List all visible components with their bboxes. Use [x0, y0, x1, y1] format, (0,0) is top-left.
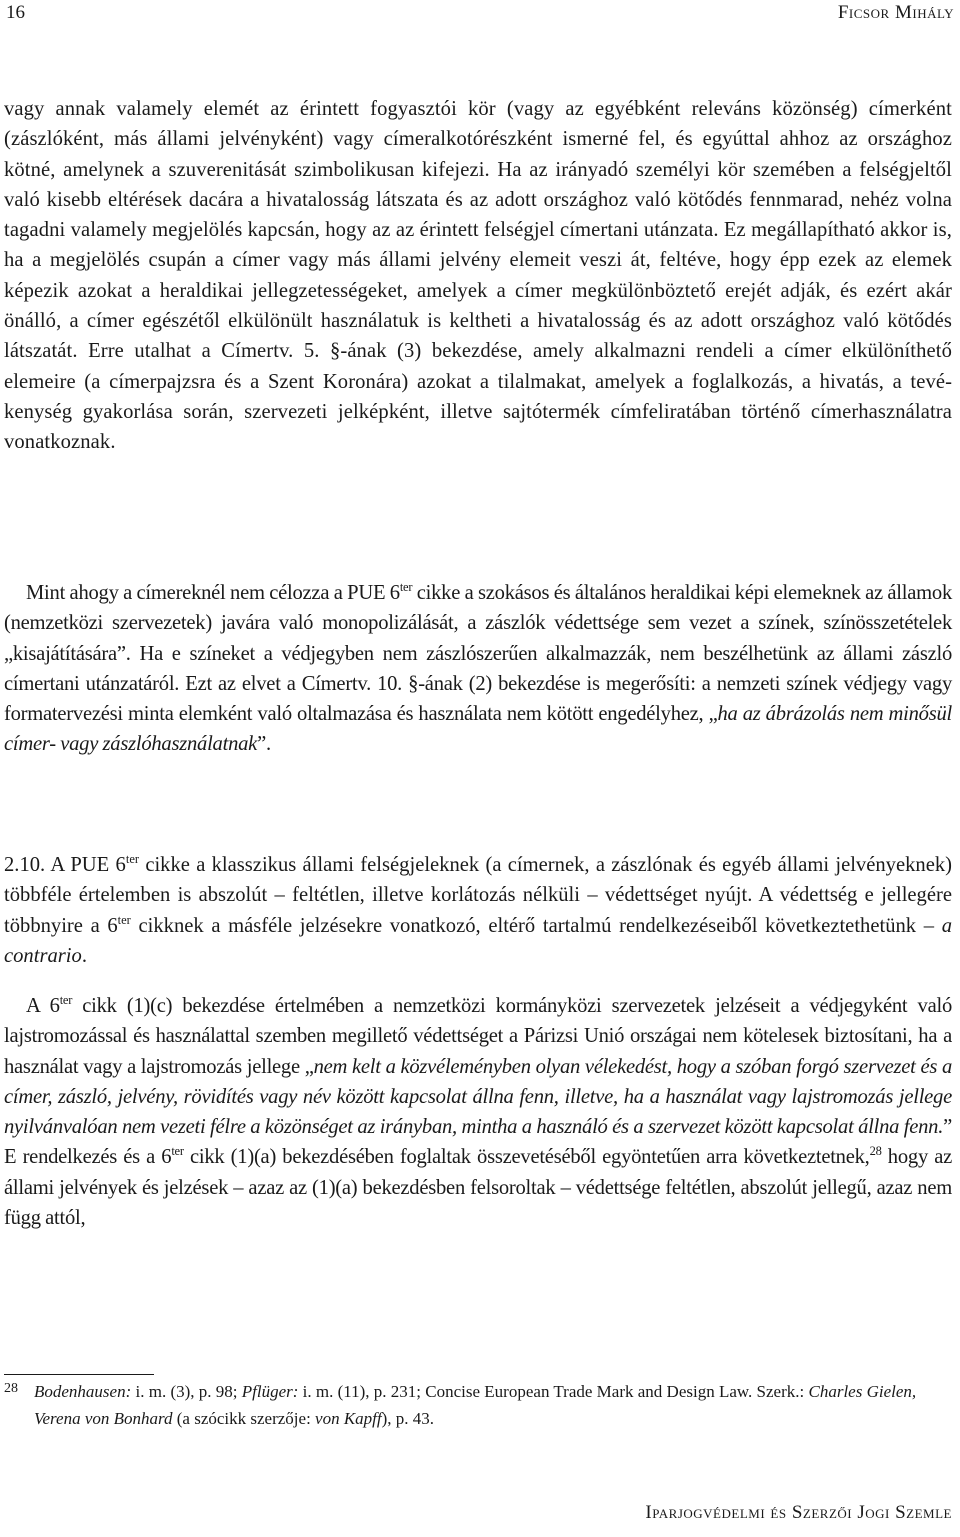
footnote-run: (a szócikk szerzője:: [172, 1409, 316, 1428]
text-run: cikke a szokásos és általános heraldikai képi elemeknek az államok (nemzetközi szervezetek) javára való monopolizálását, a zászlók védettsége sem vezet a színek, színösszetételek „kisajátítására”. Ha e színeket a védjegyben nem zászlószerűen alkalmazzák, nem beszélhetünk az állami zászló címertani utánzatáról. Ezt az elvet a Címertv. 10. §-ának (2) bekezdése is megerősíti: a nemzeti színek védjegy vagy formatervezési minta elemként való oltalmazása és használata nem kötött engedélyhez, „: [4, 582, 952, 726]
superscript: ter: [117, 912, 131, 927]
section-paragraph: [4, 850, 952, 971]
footnote-run: ), p. 43.: [381, 1409, 435, 1428]
text-run: ” E rendelkezés és a 6: [4, 1116, 952, 1169]
italic-phrase: a contrario: [4, 914, 952, 967]
superscript: ter: [59, 993, 73, 1007]
journal-footer: Iparjogvédelmi és Szerzői Jogi Szemle: [645, 1502, 952, 1523]
text-run: A 6: [26, 995, 60, 1017]
paragraph-text: vagy annak valamely elemét az érintett fogyasztói kör (vagy az egyébként releváns közönség) címerként (zászlóként, más állami jelvényként) vagy címeralkotórészként ismerné fel, és egyúttal ahhoz az országhoz kötné, amelynek a szuverenitását szimbolikusan kifejezi. Ha az irányadó személyi kör szemében a felségjeltől való kisebb eltérések dacára a hivatalosság látszata és az adott országhoz való kötődés fennmarad, nehéz volna tagadni valamely megjelölés kapcsán, hogy az az érintett felségjel címertani utánzata. Ez megállapítható akkor is, ha a megjelölés csupán a címer vagy más állami jelvény elemeit veszi át, feltéve, hogy épp ezek az elemek képezik azokat a heraldikai jellegzetességeket, amelyek a címer megkülönböztető erejét adják, és ezért akár önálló, a címer egészétől elkülönült használatuk is keltheti a hivatalosság és az adott országhoz való kötődés látszatát. Erre utalhat a Címertv. 5. §-ának (3) bekezdése, amely alkalmazni rendeli a címer elkülöníthető elemeire (a címerpajzsra és a Szent Koronára) azokat a tilalmakat, amelyek a foglalkozás, a hivatás, a tevékenység gyakorlása során, szervezeti jelképként, illetve sajtótermék címfeliratában történő címerhasználatra vonatkoznak.: [4, 98, 952, 454]
italic-quote: ha az ábrázolás nem minősül címer- vagy zászlóhasználatnak: [4, 703, 952, 756]
footnote-run: i. m. (3), p. 98;: [131, 1382, 242, 1401]
body-paragraph: [4, 578, 952, 760]
footnote-italic: Pflüger:: [241, 1382, 299, 1401]
superscript: ter: [171, 1144, 184, 1159]
page-number: 16: [6, 2, 25, 23]
footnote-reference[interactable]: 28: [869, 1144, 882, 1159]
footnote-text: [34, 1378, 952, 1432]
footnote-divider: [4, 1374, 154, 1375]
text-run: 2.10. A PUE 6: [4, 854, 126, 876]
text-run: ”.: [257, 733, 271, 756]
body-paragraph: [4, 94, 952, 458]
text-run: Mint ahogy a címereknél nem célozza a PUE 6: [26, 582, 400, 604]
footnote-italic: von Kapff: [315, 1409, 382, 1428]
footnote-italic: Bodenhausen:: [34, 1382, 132, 1401]
text-run: hogy az állami jelvények és jelzések – azaz az (1)(a) bekezdésben felsoroltak – védettsége feltétlen, abszolút jellegű, azaz nem függ attól,: [4, 1146, 953, 1230]
body-paragraph: [4, 991, 952, 1233]
text-run: cikk (1)(c) bekezdése értelmében a nemzetközi kormányközi szervezetek jelzéseit a védjegyként való lajstromozással és használattal szemben megillető védettséget a Párizsi Unió országai nem kötelesek biztosítani, ha a használat vagy a lajstromozás jellege „: [4, 995, 952, 1078]
superscript: ter: [125, 852, 140, 866]
footnote-italic: Charles Gielen, Verena von Bonhard: [34, 1382, 917, 1428]
paragraph-text: [4, 578, 952, 760]
text-run: cikke a klasszikus állami felségjeleknek (a címernek, a zászlónak és egyéb állami jelvényeknek) többféle értelemben is abszolút – feltétlen, illetve korlátozás nélküli – védettséget nyújt. A védettség e jellegére többnyire a 6: [4, 854, 952, 937]
text-run: cikk (1)(a) bekezdésében foglaltak összevetéséből egyöntetűen arra következtetnek,: [183, 1146, 870, 1169]
text-run: .: [81, 944, 87, 967]
italic-quote: nem kelt a közvéleményben olyan vélekedést, hogy a szóban forgó szervezet és a címer, zászló, jelvény, rövidítés vagy név között kapcsolat állna fenn, illetve, ha a használat vagy lajstromozás jellege nyilvánvalóan nem vezeti félre a közönséget az irányban, mintha a használó és a szervezet között kapcsolat állna fenn.: [4, 1055, 953, 1139]
paragraph-text: [4, 991, 952, 1233]
text-run: cikknek a másféle jelzésekre vonatkozó, eltérő tartalmú rendelkezéseiből következtethetünk –: [130, 914, 942, 937]
footnote-marker: 28: [4, 1381, 18, 1396]
footnote: [4, 1378, 952, 1432]
running-head-author: Ficsor Mihály: [837, 2, 954, 23]
footnote-run: i. m. (11), p. 231; Concise European Trade Mark and Design Law. Szerk.:: [298, 1382, 809, 1401]
page-header: [6, 2, 954, 26]
superscript: ter: [399, 580, 413, 594]
paragraph-text: [4, 850, 952, 971]
